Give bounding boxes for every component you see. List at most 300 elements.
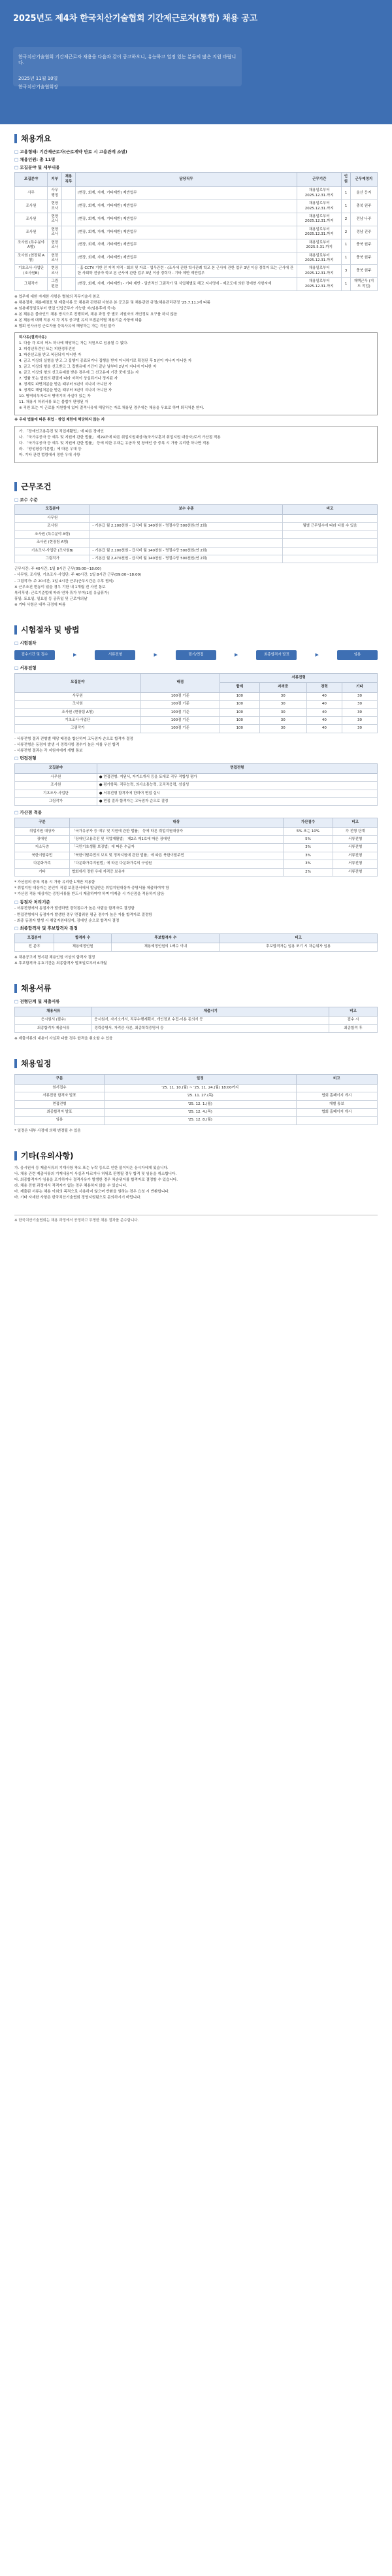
table-cell: 접수 시: [329, 1017, 378, 1024]
table-cell: 충북 원주: [350, 239, 377, 252]
list-item: - 그림작가: 주 20시간, 1일 4시간 근무(근무시간은 추후 협의): [14, 579, 114, 583]
table-cell: 30: [342, 692, 377, 700]
list-item: 3. 파산선고를 받고 복권되지 아니한 자: [19, 353, 82, 357]
table-cell: [282, 539, 377, 547]
interview-table: [14, 763, 378, 806]
page: [0, 0, 392, 1224]
table-cell: - 홈 CCTV 기반 전 지역 지역 - 회의 및 자료 - 업무관련 - (조사에 관한 학사관례 학교 본 근사에 관한 업무 3년 이상 경력자 또는 근사에 관한 사회학 전공자 학교 본 근사에 관한 업무 3년 이상 경력자 - 기타 제반 제반업무: [75, 265, 297, 278]
table-cell: [282, 531, 377, 538]
table-cell: - 기본급 월 2,100천원 - 급식비 월 140천원 - 명절수당 500천원(연 2회): [90, 523, 283, 531]
table-cell: [90, 539, 283, 547]
table-header: 합격자 수: [54, 933, 112, 943]
table-cell: 저소득층: [15, 844, 70, 852]
hero-subtitle: 한국치산기술협회 기간제근로자 채용을 다음과 같이 공고하오니, 유능하고 열정 있는 분들의 많은 지원 바랍니다.: [18, 54, 237, 66]
list-item: 휴일: 토요일, 일요일 등 공휴일 및 근로자의날: [14, 597, 88, 601]
table-cell: 사무: [15, 187, 48, 200]
table-cell: [282, 555, 377, 563]
table-cell: 취업지원 대상자: [15, 827, 70, 835]
table-header: 제출시기: [92, 1007, 329, 1016]
list-item: 8. 징계로 파면처분을 받은 때부터 5년이 지나지 아니한 자: [19, 383, 112, 387]
table-cell: 조사원: [15, 523, 90, 531]
table-cell: 현장조사: [48, 200, 62, 213]
table-cell: 기타: [15, 868, 70, 876]
table-header: 비고: [282, 505, 377, 514]
table-cell: 현장조사: [48, 265, 62, 278]
section-conditions: [0, 472, 392, 616]
section-title: 기타(유의사항): [21, 1151, 74, 1160]
table-row: [15, 213, 378, 226]
table-cell: 기초조사·사업단 (조사원B): [15, 265, 48, 278]
table-row: [15, 860, 378, 868]
table-cell: 조사원: [15, 782, 97, 790]
table-cell: [62, 200, 75, 213]
table-cell: 100점 기준: [140, 725, 220, 733]
table-header: 인원: [342, 173, 351, 187]
th: 서류전형: [220, 673, 378, 682]
section-documents: [0, 974, 392, 1049]
list-item: 근무시간: 주 40시간, 1일 8시간 근무(09:00~18:00): [14, 567, 101, 572]
list-item: 4. 금고 이상의 실형을 받고 그 집행이 종료되거나 집행을 받지 아니하기로 확정된 후 5년이 지나지 아니한 자: [19, 358, 192, 363]
table-cell: [90, 514, 283, 522]
table-cell: 5% 또는 10%: [283, 827, 333, 835]
table-cell: 각 전형 단계: [333, 827, 378, 835]
table-header: 구분: [15, 1075, 105, 1084]
table-row: [15, 1100, 378, 1108]
table-cell: 응시원서 (필수): [15, 1017, 92, 1024]
table-cell: 1: [342, 200, 351, 213]
table-cell: 전 분야: [15, 943, 54, 951]
table-cell: 30: [259, 725, 306, 733]
list-item: - 서류전형은 동점자 발생 시 경력사항 점수가 높은 자를 우선 합격: [14, 742, 120, 747]
table-cell: [296, 1084, 377, 1092]
section-title: 근무조건: [21, 481, 52, 491]
table-cell: 채용예정인원: [54, 943, 112, 951]
table-row: [15, 200, 378, 213]
list-item: ※ 기타 사항은 내부 규정에 따름: [14, 602, 66, 607]
table-header: 경력: [306, 683, 342, 692]
list-item: * 가산점의 중복 적용 시 가장 유리한 1개만 적용함: [14, 880, 95, 885]
list-item: ※ 채용절차, 채용배점표 및 제출서류 등 채용과 관련된 사항은 본 공고문 및 채용관련 규정(채용관리규정 '25.7.11.)에 따름: [14, 301, 210, 305]
table-cell: 1: [342, 278, 351, 291]
table-cell: 협회에서 정한 우대 자격증 보유자: [69, 868, 283, 876]
list-item: 11. 채용시 허위서류 또는 불법이 판명된 자: [19, 400, 89, 405]
table-cell: 40: [306, 701, 342, 708]
list-item: 7. 법률 또는 법원의 판결에 따라 자격이 상실되거나 정지된 자: [19, 377, 118, 381]
section-procedure: [0, 616, 392, 974]
table-cell: 「다문화가족지원법」에 따른 다문화가족의 구성원: [69, 860, 283, 868]
section-heading: [14, 133, 378, 144]
table-header: 지부: [48, 173, 62, 187]
table-cell: 그림편찬: [48, 278, 62, 291]
table-header: 채용서류: [15, 1007, 92, 1016]
table-header: 모집분야: [15, 933, 54, 943]
table-cell: 사무행정: [48, 187, 62, 200]
section-title: 시험절차 및 방법: [21, 625, 80, 635]
arrow-right-icon: ▶: [73, 652, 77, 657]
table-cell: 원서접수: [15, 1084, 105, 1092]
table-cell: 3: [342, 265, 351, 278]
table-cell: 최종합격 후: [329, 1024, 378, 1032]
bullet: □ 보수 수준: [14, 496, 38, 502]
section-schedule: [0, 1049, 392, 1141]
table-cell: 협회 홈페이지 게시: [296, 1108, 377, 1116]
table-header: 모집분야: [15, 173, 48, 187]
section-title: 채용일정: [21, 1059, 52, 1069]
document-screening-table: [14, 673, 378, 733]
bonus-table: [14, 818, 378, 877]
table-row: [15, 1108, 378, 1116]
list-item: 라. 「양성평등기본법」에 따른 우대 등: [19, 447, 82, 452]
table-row: [15, 797, 378, 805]
list-item: ※ 본 채용은 블라인드 채용 방식으로 진행되며, 채용 과정 중 별도 지원자의 개인정보 요구를 하지 않음: [14, 313, 178, 317]
table-cell: (현장, 회계, 자재, 기타제반) 제반업무: [75, 187, 297, 200]
table-cell: [62, 265, 75, 278]
table-cell: (현장, 회계, 자재, 기타제반) - 기타 제반 - 일반적인 그림작가 및 식업체별로 해고 지시명에 - 제조도에 의한 장애현 사항자재: [75, 278, 297, 291]
table-cell: 그림작가: [15, 555, 90, 563]
footer-note: ※ 한국치산기술협회는 채용 과정에서 공정하고 투명한 채용 절차를 준수합니다.: [14, 1215, 378, 1223]
bullet: □ 가산점 적용: [14, 810, 42, 816]
table-cell: 사무원: [15, 692, 141, 700]
section-heading: [14, 1058, 378, 1069]
list-item: ※ 본 채용에 대해 적용 시 각 지부 공고별 유의 모집분야별 채용기준 사항에 따름: [14, 319, 142, 323]
table-cell: [282, 514, 377, 522]
table-cell: 30: [342, 708, 377, 716]
table-cell: 채용일로부터 2025.12.31.까지: [297, 278, 342, 291]
table-header: 대상: [69, 818, 283, 827]
list-item: ※ 후보합격자 유효기간은 최종합격자 발표일로부터 6개월: [14, 961, 107, 966]
pref-title: ※ 우대 법률에 따른 취업 · 창업 제한에 해당하지 않는 자: [14, 418, 105, 423]
table-row: [15, 1084, 378, 1092]
table-cell: 30: [259, 716, 306, 724]
list-item: 나. 채용 관련 제출서류의 기재내용이 사실과 다르거나 허위로 판명될 경우 합격 및 임용을 취소합니다.: [14, 1172, 177, 1177]
list-item: - 사무원, 조사원, 기초조사·사업단: 주 40시간, 1일 8시간 근무(09:00~18:00): [14, 573, 142, 578]
list-item: - 최종 동점자 발생 시 취업지원대상자, 장애인 순으로 합격자 결정: [14, 918, 120, 923]
table-cell: 30: [259, 708, 306, 716]
list-item: 10. 병역의무자로서 병역기피 사실이 있는 자: [19, 394, 91, 399]
table-cell: [62, 187, 75, 200]
bullet: □ 고용형태: 기간제근로자(근로계약 만료 시 고용관계 소멸): [14, 149, 127, 155]
table-cell: (현장, 회계, 자재, 기타제반) 제반업무: [75, 226, 297, 239]
hero-org: 한국치산기술협회장: [18, 84, 58, 90]
table-cell: 다문화가족: [15, 860, 70, 868]
table-row: [15, 716, 378, 724]
table-row: [15, 790, 378, 797]
table-cell: 1: [342, 252, 351, 265]
table-cell: 기초조사·사업단: [15, 790, 97, 797]
table-cell: 채용일로부터 2025.12.31.까지: [297, 252, 342, 265]
table-cell: '25. 11. 10.(월) ~ '25. 11. 24.(월) 18:00까지: [104, 1084, 296, 1092]
table-header: 후보합격자 수: [112, 933, 220, 943]
table-cell: 충북 원주: [350, 200, 377, 213]
list-item: 마. 기타 관련 법령에서 정한 우대 사항: [19, 453, 80, 458]
table-header: 근무기간: [297, 173, 342, 187]
table-header: 면접전형: [97, 764, 377, 773]
table-row: [15, 265, 378, 278]
table-cell: [62, 213, 75, 226]
table-cell: 「국민기초생활 보장법」에 따른 수급자: [69, 844, 283, 852]
list-item: ※ 채용공고에 명시된 채용인원 이상의 합격자 결정: [14, 955, 95, 960]
table-cell: '25. 11. 27.(목): [104, 1092, 296, 1100]
table-cell: 그림작가: [15, 278, 48, 291]
table-cell: ● 서류전형 합격자에 한하여 면접 실시: [97, 790, 377, 797]
table-header: 담당직무: [75, 173, 297, 187]
table-header: 기타: [342, 683, 377, 692]
table-cell: 서류전형: [333, 868, 378, 876]
table-cell: 조사원 (특수분야 A형): [15, 239, 48, 252]
heading-bar: [14, 482, 17, 491]
schedule-table: [14, 1074, 378, 1125]
bullet: □ 동점자 처리기준: [14, 899, 50, 905]
table-row: [15, 835, 378, 843]
table-row: [15, 844, 378, 852]
list-item: * 일정은 내부 사정에 의해 변경될 수 있음: [14, 1128, 81, 1133]
heading-bar: [14, 134, 17, 143]
table-cell: 기초조사·사업단 (조사원B): [15, 547, 90, 555]
table-cell: 서류전형: [333, 852, 378, 860]
table-cell: 40: [306, 692, 342, 700]
section-overview: [0, 124, 392, 472]
section-heading: [14, 1151, 378, 1161]
table-cell: 2: [342, 226, 351, 239]
bullet: □ 서류전형: [14, 665, 37, 671]
table-cell: 30: [342, 716, 377, 724]
documents-table: [14, 1007, 378, 1033]
table-cell: - 기본급 월 2,470천원 - 급식비 월 140천원 - 명절수당 500천원(연 2회): [90, 555, 283, 563]
table-cell: 5%: [283, 835, 333, 843]
table-cell: 임용: [15, 1117, 105, 1124]
table-cell: 조사원: [15, 226, 48, 239]
notes: [14, 295, 378, 330]
table-cell: '25. 12. 1.(월): [104, 1100, 296, 1108]
bullet: □ 채용인원: 총 11명: [14, 156, 56, 162]
table-cell: 그림작가: [15, 725, 141, 733]
table-row: [15, 1092, 378, 1100]
table-cell: 개별 통보: [296, 1100, 377, 1108]
table-cell: 100: [220, 716, 259, 724]
table-cell: 충북 원주: [350, 252, 377, 265]
table-cell: 100점 기준: [140, 692, 220, 700]
final-table: [14, 933, 378, 952]
list-item: 가. 응시원서 등 제출서류의 기재사항 착오 또는 누락 등으로 인한 불이익은 응시자에게 있습니다.: [14, 1166, 169, 1171]
table-row: [15, 531, 378, 538]
table-cell: (현장, 회계, 자재, 기타제반) 제반업무: [75, 213, 297, 226]
flow-step: 최종합격자 발표: [256, 650, 297, 660]
table-cell: - 기본급 월 2,100천원 - 급식비 월 140천원 - 명절수당 500천원(연 2회): [90, 547, 283, 555]
table-cell: 채용예정인원의 1배수 이내: [112, 943, 220, 951]
table-row: [15, 1017, 378, 1024]
table-cell: 30: [259, 692, 306, 700]
table-cell: 3%: [283, 844, 333, 852]
table-header: 보수 수준: [90, 505, 283, 514]
table-header: 비고: [329, 1007, 378, 1016]
table-row: [15, 239, 378, 252]
table-cell: 3%: [283, 860, 333, 868]
section-heading: [14, 625, 378, 635]
table-header: 가산점수: [283, 818, 333, 827]
table-header: 비고: [220, 933, 378, 943]
table-cell: 응시원서, 자기소개서, 직무수행계획서, 개인정보 수집·이용 동의서 등: [92, 1017, 329, 1024]
table-header: 합계: [220, 683, 259, 692]
table-cell: 100점 기준: [140, 716, 220, 724]
table-cell: 조사원 (현장팀 A형): [15, 252, 48, 265]
table-cell: 30: [342, 725, 377, 733]
table-cell: 100: [220, 725, 259, 733]
table-cell: 100점 기준: [140, 708, 220, 716]
table-row: [15, 523, 378, 531]
list-item: ※ 업무에 대한 자세한 사항은 별첨의 직무기술서 참조: [14, 295, 100, 300]
table-header: 모집분야: [15, 505, 90, 514]
table-header: 채용직무: [62, 173, 75, 187]
table-header: 근무예정지: [350, 173, 377, 187]
table-row: [15, 1024, 378, 1032]
flow-step: 접수기간 및 접수: [14, 650, 55, 660]
table-cell: [90, 531, 283, 538]
table-cell: (현장, 회계, 자재, 기타제반) 제반업무: [75, 200, 297, 213]
section-title: 채용서류: [21, 983, 52, 993]
table-cell: 월별 근무일수에 따라 다를 수 있음: [282, 523, 377, 531]
table-cell: 100: [220, 701, 259, 708]
table-cell: 재택근무 (지도 작업): [350, 278, 377, 291]
table-cell: 조사원: [15, 200, 48, 213]
table-header: 일정: [104, 1075, 296, 1084]
table-cell: 100: [220, 708, 259, 716]
table-cell: 조사원 (현장팀 A형): [15, 539, 90, 547]
disqualification-box: [14, 332, 378, 415]
table-cell: 채용일로부터 2025.12.31.까지: [297, 226, 342, 239]
table-cell: 2: [342, 213, 351, 226]
table-cell: 2%: [283, 868, 333, 876]
table-cell: 채용일로부터 2025.12.31.까지: [297, 265, 342, 278]
table-cell: 30: [259, 701, 306, 708]
table-row: [15, 1117, 378, 1124]
list-item: 라. 채용 전형 과정에서 적격자가 없는 경우 채용하지 않을 수 있습니다.: [14, 1184, 127, 1189]
table-cell: 채용일로부터 2025.12.31.까지: [297, 200, 342, 213]
list-item: - 서류전형 결과는 각 지원자에게 개별 통보: [14, 748, 83, 753]
heading-bar: [14, 984, 17, 993]
flow-step: 필기/면접: [176, 650, 216, 660]
table-cell: 1: [342, 239, 351, 252]
section-heading: [14, 983, 378, 994]
table-cell: 서류전형 합격자 발표: [15, 1092, 105, 1100]
table-cell: 전남 나주: [350, 213, 377, 226]
table-row: [15, 868, 378, 876]
heading-bar: [14, 1151, 17, 1160]
table-row: [15, 708, 378, 716]
table-cell: [62, 252, 75, 265]
table-cell: ● 면접 결과 합격자는 고득점자 순으로 결정: [97, 797, 377, 805]
list-item: - 서류전형 결과 전형별 해당 배점을 합산하여 고득점자 순으로 합격자 결정: [14, 737, 133, 741]
table-cell: 40: [306, 716, 342, 724]
table-row: [15, 555, 378, 563]
table-cell: [62, 226, 75, 239]
list-item: 다. 최종합격자가 임용을 포기하거나 결격사유가 발생한 경우 차순위자를 합격자로 결정할 수 있습니다.: [14, 1178, 178, 1183]
table-cell: 후보합격자는 임용 포기 시 차순위자 임용: [220, 943, 378, 951]
table-row: [15, 782, 378, 790]
heading-bar: [14, 1059, 17, 1068]
list-item: - 서류전형에서 동점자가 발생하면 경력점수가 높은 사람을 합격자로 결정함: [14, 907, 135, 911]
procedure-flow: [14, 650, 378, 660]
list-item: 6. 금고 이상의 형의 선고유예를 받은 경우에 그 선고유예 기간 중에 있는 자: [19, 371, 139, 375]
table-cell: (현장, 회계, 자재, 기타제반) 제반업무: [75, 239, 297, 252]
table-cell: 「국가유공자 등 예우 및 지원에 관한 법률」 등에 따른 취업지원대상자: [69, 827, 283, 835]
table-cell: 사무원: [15, 514, 90, 522]
bullet: □ 전형단계 및 제출서류: [14, 999, 60, 1004]
table-row: [15, 252, 378, 265]
condition-lines: [14, 567, 378, 608]
table-row: [15, 278, 378, 291]
th: 배점: [140, 673, 220, 692]
table-cell: 울산 등지: [350, 187, 377, 200]
table-cell: 3%: [283, 852, 333, 860]
list-item: ※ 임용예정일로부터 현업 인입근무가 가능한 자(임용후에 즉시): [14, 307, 116, 311]
table-row: [15, 701, 378, 708]
table-cell: 현장조사: [48, 213, 62, 226]
table-cell: 현장조사: [48, 226, 62, 239]
table-row: [15, 943, 378, 951]
list-item: ※ 제출서류의 내용이 사실과 다를 경우 합격을 취소할 수 있음: [14, 1037, 113, 1041]
list-item: 복리후생: 근로기준법에 따라 연차 휴가 부여(1일 유급휴가): [14, 591, 109, 595]
hero-box: [13, 47, 242, 90]
table-cell: 충북 원주: [350, 265, 377, 278]
table-cell: '25. 12. 8.(월): [104, 1117, 296, 1124]
arrow-right-icon: ▶: [315, 652, 319, 657]
list-item: * 가산점 적용 대상자는 증빙서류를 반드시 제출하여야 하며 미제출 시 가산점을 적용하지 않음: [14, 892, 165, 897]
list-item: ※ 직원 또는 이 근로를 지원함에 있어 결격사유에 해당하는 자로 채용된 경우에는 채용을 무효로 하며 퇴직처분 한다.: [19, 406, 204, 411]
table-cell: (현장, 회계, 자재, 기타제반) 제반업무: [75, 252, 297, 265]
table-cell: 북한이탈주민: [15, 852, 70, 860]
list-item: 1. 다음 각 호의 어느 하나에 해당하는 자는 직원으로 임용될 수 없다.: [19, 341, 129, 345]
table-cell: 그림작가: [15, 797, 97, 805]
bullet: □ 모집분야 및 세부내용: [14, 164, 60, 170]
table-cell: 경남 진주: [350, 226, 377, 239]
table-cell: 40: [306, 708, 342, 716]
table-cell: 현장조사: [48, 252, 62, 265]
hero-date: 2025년 11월 10일: [18, 75, 58, 81]
table-row: [15, 852, 378, 860]
disq-title: 퇴사유(결격사유): [19, 335, 47, 339]
table-header: 자격증: [259, 683, 306, 692]
list-item: 나. 「국가유공자 등 예우 및 지원에 관한 법률」 제29조에 따른 취업지원대상자(국가보훈처 취업지원 대상자)로서 가산점 적용: [19, 436, 221, 440]
table-cell: 협회 홈페이지 게시: [296, 1092, 377, 1100]
table-cell: 장애인: [15, 835, 70, 843]
list-item: 마. 제출된 서류는 채용 이외의 목적으로 사용하지 않으며 반환을 원하는 경우 요청 시 반환합니다.: [14, 1190, 170, 1194]
list-item: 2. 피성년후견인 또는 피한정후견인: [19, 347, 76, 351]
bullet: □ 시험절차: [14, 640, 37, 646]
table-row: [15, 725, 378, 733]
table-row: [15, 692, 378, 700]
table-cell: 1: [342, 187, 351, 200]
list-item: * 취업지원 대상자는 본인이 직접 보훈관서에서 발급받은 취업지원대상자 증명서를 제출하여야 함: [14, 886, 169, 891]
table-cell: '25. 12. 4.(목): [104, 1108, 296, 1116]
heading-bar: [14, 625, 17, 635]
section-notes: [0, 1141, 392, 1208]
table-cell: ● 평가항목: 직무능력, 의사소통능력, 조직적응력, 성실성: [97, 782, 377, 790]
list-item: - 면접전형에서 동점자가 발생한 경우 면접위원 평균 점수가 높은 자를 합격자로 결정함: [14, 913, 152, 917]
table-row: [15, 187, 378, 200]
table-cell: [62, 239, 75, 252]
table-cell: 서류전형: [333, 860, 378, 868]
table-row: [15, 539, 378, 547]
table-cell: 채용일로부터 2025.5.31.까지: [297, 239, 342, 252]
recruit-table: [14, 172, 378, 291]
table-row: [15, 773, 378, 781]
table-cell: 현장조사: [48, 239, 62, 252]
arrow-right-icon: ▶: [235, 652, 238, 657]
table-cell: [62, 278, 75, 291]
salary-table: [14, 504, 378, 563]
bullet: □ 면접전형: [14, 756, 37, 761]
list-item: 가. 「장애인고용촉진 및 직업재활법」에 따른 장애인: [19, 430, 104, 434]
